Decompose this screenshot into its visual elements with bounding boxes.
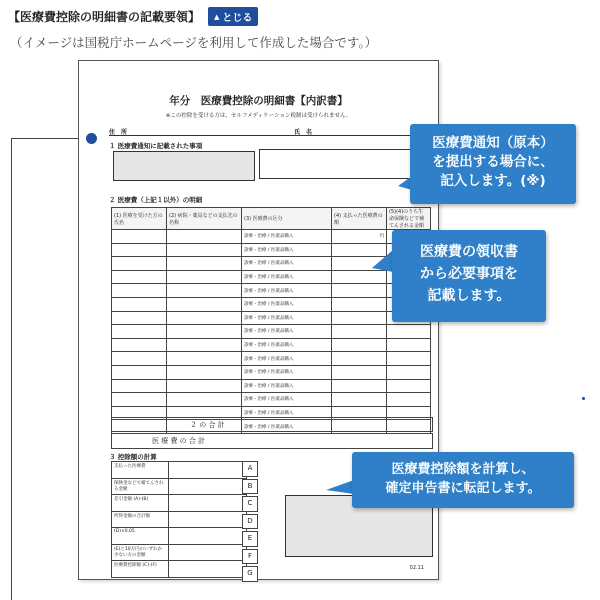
callout-notice: 医療費通知（原本） を提出する場合に、 記入します。(※) <box>410 124 576 204</box>
letter-c: C <box>242 496 258 512</box>
section2-title: ２ 医療費（上記１以外）の明細 <box>109 196 203 204</box>
table-row: 診療・治療 / 医薬品購入 <box>112 257 431 271</box>
calc-row: 医療費控除額 (C)-(F) <box>111 561 247 578</box>
col-header-insurance: (5)(4)のうち生命保険などで補てんされる金額 <box>387 208 431 230</box>
calc-row: (D)×0.05 <box>111 528 247 545</box>
calc-row: 支払った医療費 <box>111 461 247 479</box>
image-note: （イメージは国税庁ホームページを利用して作成した場合です。） <box>10 35 378 50</box>
letter-a: A <box>242 461 258 477</box>
table-row: 診療・治療 / 医薬品購入 <box>112 284 431 298</box>
table-row: 診療・治療 / 医薬品購入 <box>112 325 431 339</box>
section1-title: １ 医療費通知に記載された事項 <box>109 142 203 150</box>
callout-receipt: 医療費の領収書 から必要事項を 記載します。 <box>392 230 546 322</box>
table-row: 診療・治療 / 医薬品購入 <box>112 393 431 407</box>
form-title: 年分 医療費控除の明細書【内訳書】 <box>169 95 348 107</box>
callout-calculation: 医療費控除額を計算し、 確定申告書に転記します。 <box>352 452 574 508</box>
calc-row: (E)と10万円のいずれか少ない方の金額 <box>111 545 247 562</box>
table-row: 診療・治療 / 医薬品購入 <box>112 297 431 311</box>
name-label: 氏 名 <box>294 129 313 136</box>
letter-g: G <box>242 566 258 582</box>
table-row: 診療・治療 / 医薬品購入 <box>112 365 431 379</box>
letter-b: B <box>242 479 258 495</box>
table-row: 診療・治療 / 医薬品購入 <box>112 420 431 434</box>
form-version: 02.11 <box>409 565 424 571</box>
table-row: 診療・治療 / 医薬品購入 <box>112 406 431 420</box>
col-header-amount: (4) 支払った医療費の額 <box>332 208 387 230</box>
table-row: 診療・治療 / 医薬品購入 <box>112 311 431 325</box>
callout2-pointer <box>372 250 393 272</box>
col-header-payee: (2) 病院・薬局などの支払先の名称 <box>167 208 242 230</box>
section-title: 【医療費控除の明細書の記載要領】 <box>8 10 201 24</box>
callout3-pointer <box>326 480 354 494</box>
calc-row: 所得金額の合計額 <box>111 512 247 529</box>
col-header-patient: (1) 医療を受けた方の氏名 <box>112 208 167 230</box>
address-label: 住 所 <box>109 129 128 136</box>
close-toggle-label: とじる <box>222 13 253 24</box>
table-row: 診療・治療 / 医薬品購入 <box>112 379 431 393</box>
calc-row: 差引金額 (A)-(B) <box>111 495 247 512</box>
table-row: 診療・治療 / 医薬品購入 <box>112 338 431 352</box>
total-label: 医 療 費 の 合 計 <box>152 437 206 445</box>
letter-d: D <box>242 514 258 530</box>
letter-e: E <box>242 531 258 547</box>
table-row: 診療・治療 / 医薬品購入 <box>112 270 431 284</box>
table-row: 診療・治療 / 医薬品購入 <box>112 352 431 366</box>
table-row: 診療・治療 / 医薬品購入 <box>112 243 431 257</box>
sum2-label: ２ の 合 計 <box>190 421 225 429</box>
calc-row: 保険金などで補てんされる金額 <box>111 479 247 496</box>
col-header-kubun: (3) 医療費の区分 <box>242 208 332 230</box>
section3-title: ３ 控除額の計算 <box>109 453 157 461</box>
table-row: 診療・治療 / 医薬品購入 円 <box>112 230 431 244</box>
triangle-up-icon: ▲ <box>214 12 220 21</box>
form-subtitle: ※この控除を受ける方は、セルフメディケーション税制は受けられません。 <box>165 113 352 119</box>
letter-f: F <box>242 549 258 565</box>
